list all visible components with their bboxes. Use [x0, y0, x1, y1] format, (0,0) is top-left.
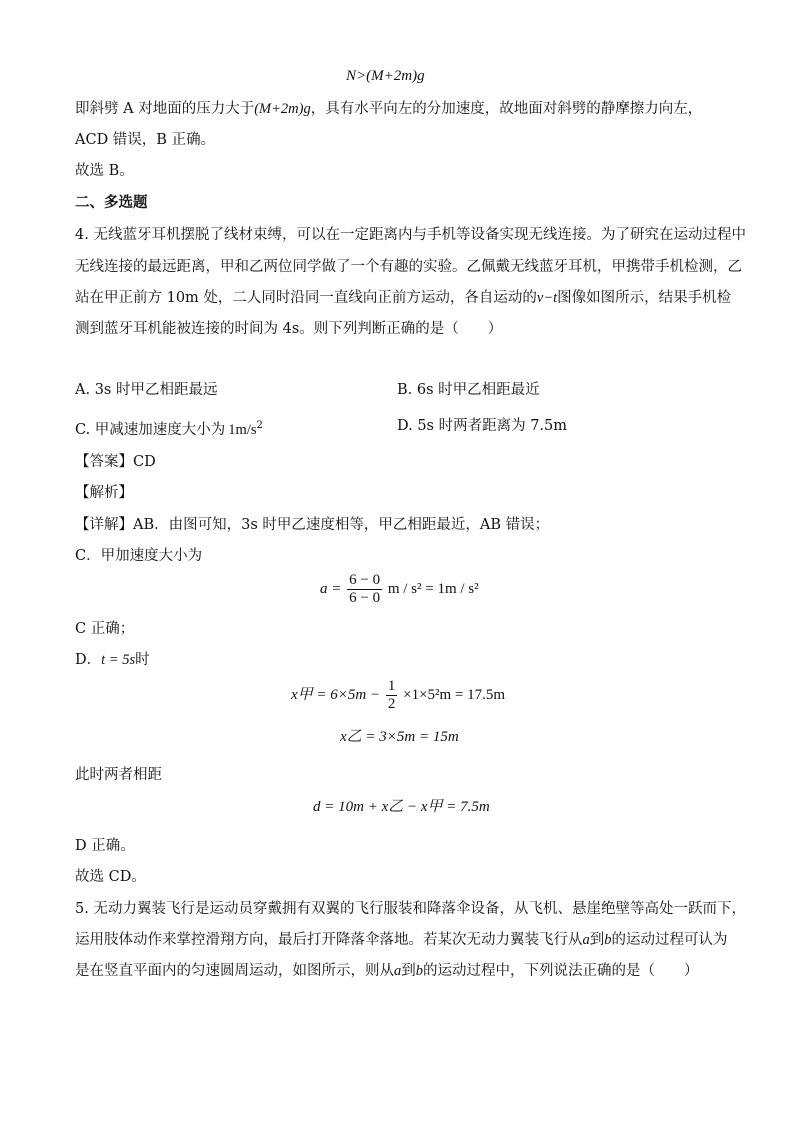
- equation-distance: d = 10m + x乙 − x甲 = 7.5m: [313, 799, 490, 815]
- question-4-text: 无线连接的最远距离，甲和乙两位同学做了一个有趣的实验。乙佩戴无线蓝牙耳机，甲携带手机检测，乙: [75, 259, 742, 275]
- detail-text: 【详解】AB．由图可知，3s 时甲乙速度相等，甲乙相距最近，AB 错误；: [75, 517, 550, 533]
- text-line: C．甲加速度大小为: [75, 548, 203, 564]
- question-5-text: 运用肢体动作来掌控滑翔方向，最后打开降落伞落地。若某次无动力翼装飞行从a到b的运动过程可认为: [75, 932, 728, 948]
- equation-acceleration: a = $\frac{6 - 0}{6 - 0}$ m / s² = 1m / s²: [320, 572, 479, 606]
- text-line: D．t = 5s时: [75, 652, 150, 668]
- text-line: 故选 B。: [75, 163, 134, 179]
- option-c: C. 甲减速加速度大小为 $1m/s^2$: [75, 420, 263, 438]
- equation-normal-force: N>(M+2m)g: [346, 68, 425, 84]
- question-5-text: 5. 无动力翼装飞行是运动员穿戴拥有双翼的飞行服装和降落伞设备，从飞机、悬崖绝壁等高处一跃而下，: [75, 901, 746, 917]
- equation-displacement-jia: x甲 = 6×5m − $\frac{1}{2}$ ×1×5²m = 17.5m: [291, 678, 506, 712]
- analysis-label: 【解析】: [75, 485, 133, 501]
- option-a: A. 3s 时甲乙相距最远: [75, 382, 218, 398]
- equation-displacement-yi: x乙 = 3×5m = 15m: [340, 729, 459, 745]
- text-line: C 正确；: [75, 621, 135, 637]
- question-4-text: 站在甲正前方 10m 处，二人同时沿同一直线向正前方运动，各自运动的v−t图像如图所示，结果手机检: [75, 290, 732, 306]
- fraction: $\frac{6 - 0}{6 - 0}$: [349, 572, 381, 606]
- question-5-text: 是在竖直平面内的匀速圆周运动，如图所示，则从a到b的运动过程中，下列说法正确的是（ ）: [75, 963, 699, 979]
- text-line: 故选 CD。: [75, 869, 146, 885]
- text-line: 即斜劈 A 对地面的压力大于(M+2m)g，具有水平向左的分加速度，故地面对斜劈的静摩擦力向左，: [75, 101, 703, 117]
- section-heading: 二、多选题: [75, 194, 148, 211]
- option-d: D. 5s 时两者距离为 7.5m: [397, 418, 568, 434]
- text-line: ACD 错误，B 正确。: [75, 132, 216, 148]
- fraction: $\frac{1}{2}$: [387, 678, 396, 712]
- option-b: B. 6s 时甲乙相距最近: [397, 382, 540, 398]
- answer-label: 【答案】CD: [75, 454, 156, 470]
- question-4-text: 测到蓝牙耳机能被连接的时间为 4s。则下列判断正确的是（ ）: [75, 321, 503, 337]
- text-line: 此时两者相距: [75, 767, 162, 783]
- text-line: D 正确。: [75, 838, 135, 854]
- question-4-text: 4. 无线蓝牙耳机摆脱了线材束缚，可以在一定距离内与手机等设备实现无线连接。为了研究在运动过程中: [75, 227, 746, 243]
